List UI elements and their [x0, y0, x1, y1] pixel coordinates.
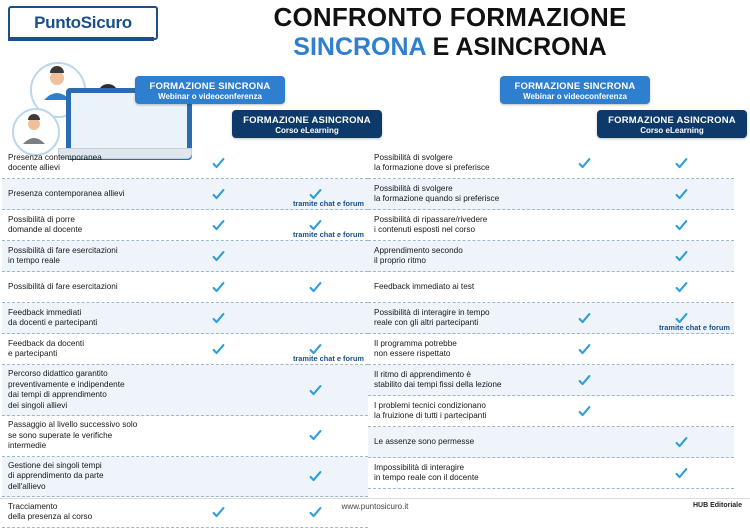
check-icon: [212, 343, 225, 356]
badge-right-sincrona: [500, 76, 650, 104]
table-row: [368, 272, 734, 303]
table-row: [2, 210, 368, 241]
table-row: [368, 210, 734, 241]
table-row: [2, 179, 368, 210]
check-icon: [212, 157, 225, 170]
page-title: CONFRONTO FORMAZIONE: [273, 2, 627, 32]
check-icon: [309, 470, 322, 483]
cell-asincrona: [267, 384, 364, 397]
row-label: Possibilità di ripassare/rivedere i contenuti esposti nel corso: [374, 214, 488, 234]
check-icon: [212, 188, 225, 201]
row-label: Possibilità di fare esercitazioni in tempo reale: [8, 245, 118, 265]
row-label: Possibilità di porre domande al docente: [8, 214, 83, 234]
subtitle-conjunction: E: [425, 33, 456, 61]
table-row: [2, 365, 368, 416]
check-icon: [578, 374, 591, 387]
logo-text-second: Sicuro: [80, 13, 132, 32]
badge-right-sincrona-title: FORMAZIONE SINCRONA: [514, 81, 636, 92]
table-row: [368, 148, 734, 179]
table-row: [2, 241, 368, 272]
table-row: [2, 334, 368, 365]
badge-left-sincrona-sub: Webinar o videoconferenza: [158, 92, 262, 101]
row-label: Presenza contemporanea allievi: [8, 188, 125, 198]
row-label: Il ritmo di apprendimento è stabilito dai tempi fissi della lezione: [374, 369, 502, 389]
table-row: [368, 303, 734, 334]
logo-underline: [8, 37, 154, 41]
table-row: [368, 458, 734, 489]
row-label: Passaggio al livello successivo solo se sono superate le verifiche intermedie: [8, 420, 138, 450]
badge-left-sincrona-title: FORMAZIONE SINCRONA: [149, 81, 271, 92]
cell-asincrona: [633, 250, 730, 263]
row-label: Possibilità di fare esercitazioni: [8, 281, 118, 291]
cell-asincrona: [633, 281, 730, 294]
check-icon: [578, 312, 591, 325]
badge-right-asincrona-sub: Corso eLearning: [640, 126, 704, 135]
badge-left-asincrona-sub: Corso eLearning: [275, 126, 339, 135]
table-row: [368, 427, 734, 458]
cell-sincrona: [536, 312, 633, 325]
cell-sincrona: [536, 374, 633, 387]
row-note: tramite chat e forum: [292, 199, 364, 208]
row-label: Le assenze sono permesse: [374, 436, 475, 446]
row-note: tramite chat e forum: [292, 354, 364, 363]
table-row: [2, 416, 368, 457]
row-label: Il programma potrebbe non essere rispettato: [374, 338, 457, 358]
cell-asincrona: [267, 470, 364, 483]
table-row: [368, 396, 734, 427]
check-icon: [675, 281, 688, 294]
footer-divider: [0, 498, 750, 499]
cell-sincrona: [170, 157, 267, 170]
check-icon: [212, 312, 225, 325]
cell-sincrona: [536, 343, 633, 356]
comparison-table-left: [2, 148, 368, 528]
cell-sincrona: [170, 281, 267, 294]
logo-text-first: Punto: [34, 13, 81, 32]
cell-asincrona: [633, 219, 730, 232]
badge-right-asincrona-title: FORMAZIONE ASINCRONA: [608, 115, 736, 126]
row-label: Gestione dei singoli tempi di apprendimento da parte dell'allievo: [8, 460, 104, 491]
subtitle-sincrona: SINCRONA: [293, 33, 426, 61]
comparison-table-right: [368, 148, 734, 489]
cell-asincrona: [633, 157, 730, 170]
row-label: Feedback da docenti e partecipanti: [8, 338, 85, 358]
table-row: [368, 179, 734, 210]
footer-site[interactable]: www.puntosicuro.it: [341, 502, 409, 511]
cell-sincrona: [170, 219, 267, 232]
table-row: [2, 303, 368, 334]
row-label: Possibilità di svolgere la formazione dove si preferisce: [374, 152, 490, 172]
badge-right-asincrona: [597, 110, 747, 138]
table-row: [2, 148, 368, 179]
check-icon: [675, 467, 688, 480]
check-icon: [309, 429, 322, 442]
table-row: [2, 457, 368, 498]
check-icon: [212, 219, 225, 232]
table-row: [368, 241, 734, 272]
cell-sincrona: [536, 157, 633, 170]
check-icon: [309, 281, 322, 294]
row-note: tramite chat e forum: [292, 230, 364, 239]
check-icon: [578, 405, 591, 418]
row-label: Impossibilità di interagire in tempo reale con il docente: [374, 462, 479, 482]
cell-sincrona: [536, 405, 633, 418]
row-note: tramite chat e forum: [658, 323, 730, 332]
check-icon: [675, 188, 688, 201]
check-icon: [212, 281, 225, 294]
subtitle-asincrona: ASINCRONA: [455, 33, 607, 61]
cell-asincrona: [267, 429, 364, 442]
row-label: Feedback immediati da docenti e partecipanti: [8, 307, 98, 327]
badge-left-asincrona: [232, 110, 382, 138]
table-row: [368, 334, 734, 365]
page-subtitle: [160, 32, 740, 62]
row-label: Tracciamento della presenza al corso: [8, 501, 93, 521]
row-label: Apprendimento secondo il proprio ritmo: [374, 245, 463, 265]
check-icon: [578, 157, 591, 170]
cell-asincrona: [633, 467, 730, 480]
brand-logo: [8, 6, 158, 40]
table-row: [368, 365, 734, 396]
cell-sincrona: [170, 312, 267, 325]
badge-left-sincrona: [135, 76, 285, 104]
row-label: Possibilità di svolgere la formazione quando si preferisce: [374, 183, 500, 203]
badge-right-sincrona-sub: Webinar o videoconferenza: [523, 92, 627, 101]
check-icon: [675, 250, 688, 263]
cell-asincrona: [267, 281, 364, 294]
row-label: Presenza contemporanea docente allievi: [8, 152, 102, 172]
row-label: Possibilità di interagire in tempo reale con gli altri partecipanti: [374, 307, 490, 327]
check-icon: [675, 157, 688, 170]
check-icon: [675, 219, 688, 232]
check-icon: [212, 250, 225, 263]
cell-sincrona: [170, 250, 267, 263]
row-label: Feedback immediato ai test: [374, 281, 475, 291]
table-row: [2, 272, 368, 303]
badge-left-asincrona-title: FORMAZIONE ASINCRONA: [243, 115, 371, 126]
check-icon: [309, 384, 322, 397]
row-label: I problemi tecnici condizionano la fruizione di tutti i partecipanti: [374, 400, 487, 420]
cell-asincrona: [633, 436, 730, 449]
cell-sincrona: [170, 188, 267, 201]
cell-sincrona: [170, 343, 267, 356]
check-icon: [675, 436, 688, 449]
row-label: Percorso didattico garantito preventivamente e indipendente dai tempi di apprendimento dei singoli allievi: [8, 369, 125, 410]
footer-credit: HUB Editoriale: [692, 502, 742, 509]
check-icon: [578, 343, 591, 356]
cell-asincrona: [633, 188, 730, 201]
